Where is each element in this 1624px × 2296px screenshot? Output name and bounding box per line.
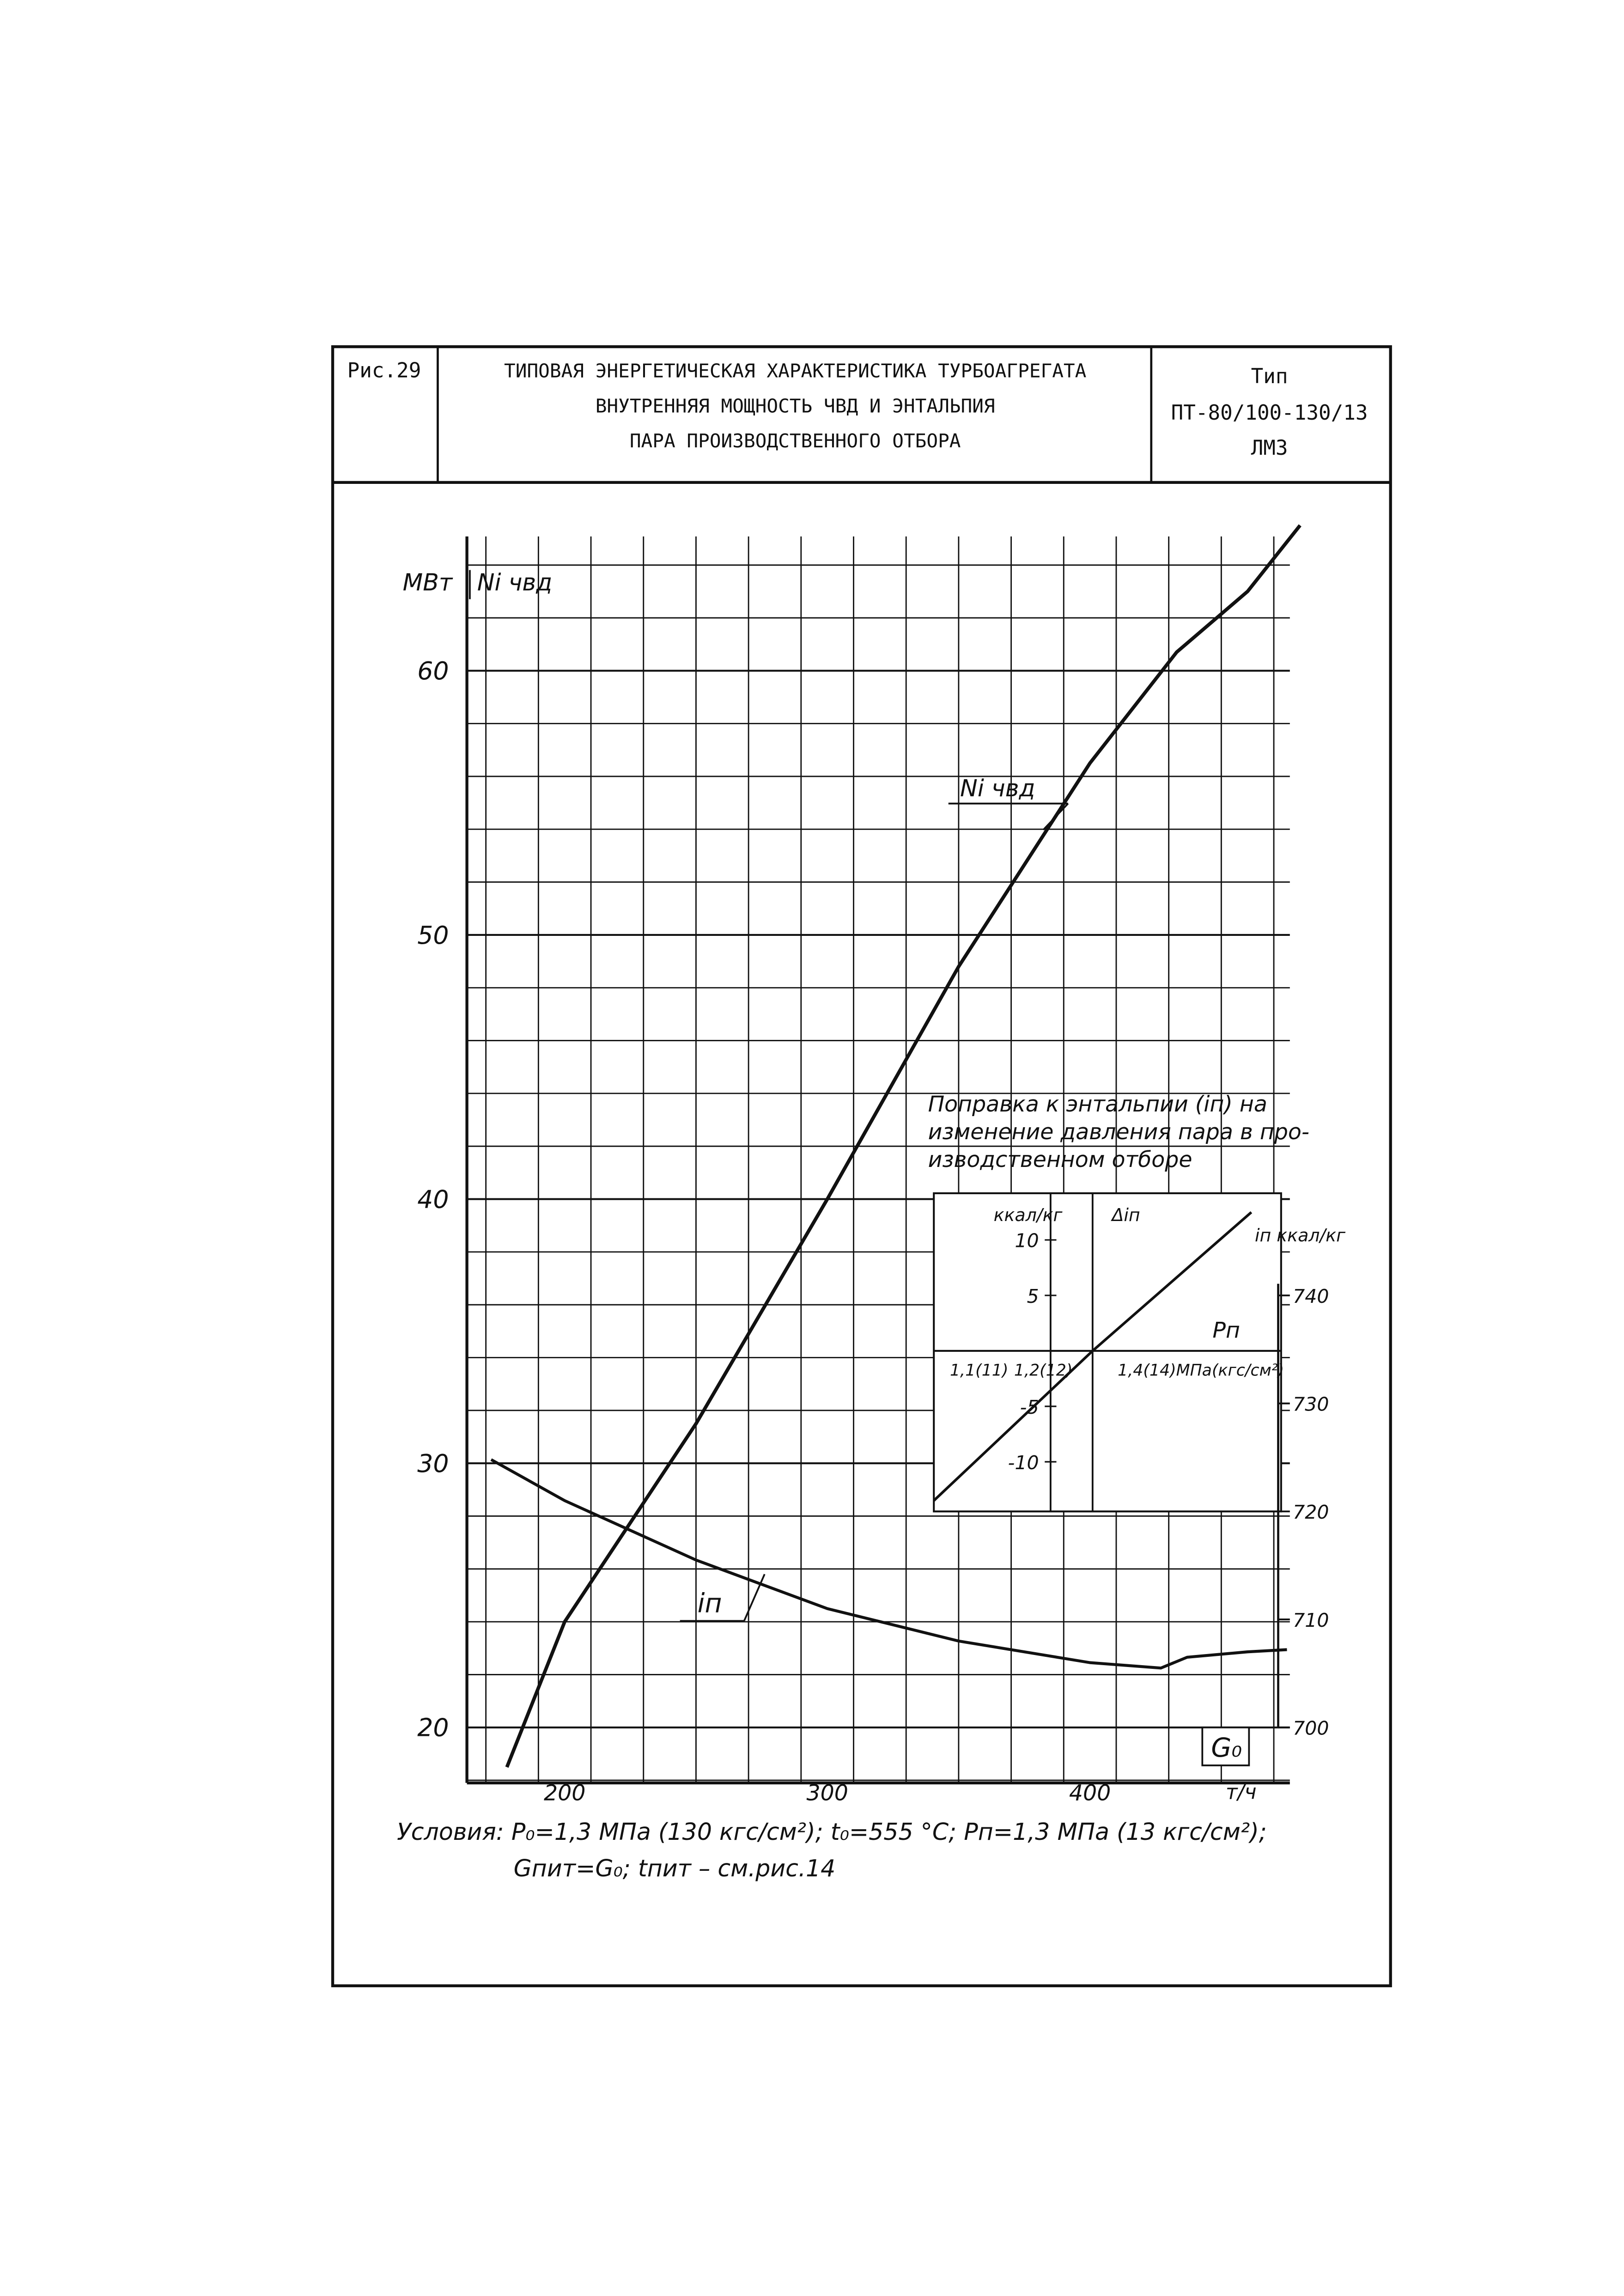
header-title [504, 360, 1086, 452]
header-title-line-1: ТИПОВАЯ ЭНЕРГЕТИЧЕСКАЯ ХАРАКТЕРИСТИКА ТУРБОАГРЕГАТА [504, 360, 1087, 382]
figure-number: Рис.29 [347, 359, 421, 383]
inset-x-tick-1: 1,1(11) [949, 1361, 1009, 1380]
left-axis-symbol: Ni чвд [477, 568, 553, 596]
inset-title [928, 1092, 1309, 1172]
inset-x-tick-2: 1,2(12) [1014, 1361, 1073, 1380]
inset-mask [934, 1193, 1281, 1511]
right-axis-tick-label: 720 [1293, 1501, 1329, 1524]
inset-y-tick-label: 10 [1015, 1229, 1039, 1252]
y-tick-label: 30 [417, 1449, 449, 1478]
type-line-3: ЛМЗ [1251, 436, 1288, 460]
inset-title-line-3: изводственном отборе [928, 1147, 1192, 1173]
y-tick-label: 40 [417, 1185, 449, 1214]
y-tick-label: 20 [417, 1713, 449, 1742]
right-axis-tick-label: 740 [1293, 1285, 1329, 1307]
x-tick-label: 400 [1069, 1780, 1111, 1806]
y-tick-label: 60 [417, 656, 449, 686]
x-tick-label: 200 [543, 1780, 586, 1806]
inset-y-unit: ккал/кг [993, 1204, 1063, 1225]
right-axis-tick-label: 710 [1293, 1609, 1329, 1631]
inset-p-symbol: Pп [1212, 1318, 1240, 1343]
inset-y-symbol: Δiп [1112, 1204, 1140, 1225]
inset-y-tick-label: -5 [1020, 1396, 1039, 1418]
in-curve-label-text: iп [697, 1588, 722, 1619]
right-axis [1278, 1284, 1329, 1740]
conditions-line-2: Gпит=G₀; tпит – см.рис.14 [513, 1854, 836, 1882]
inset-y-tick-label: -10 [1008, 1451, 1039, 1474]
y-tick-label: 50 [417, 920, 449, 950]
inset-y-tick-label: 5 [1027, 1285, 1039, 1307]
x-tick-label: 300 [806, 1780, 848, 1806]
left-axis-unit: МВт [402, 568, 453, 596]
right-axis-label: iп ккал/кг [1254, 1225, 1346, 1246]
inset-title-line-2: изменение давления пара в про- [928, 1119, 1309, 1145]
header-type-block [1171, 365, 1368, 460]
conditions-line-1: Условия: P₀=1,3 МПа (130 кгс/см²); t₀=555 °С; Pп=1,3 МПа (13 кгс/см²); [397, 1818, 1267, 1845]
main-chart [403, 525, 1346, 1806]
right-axis-tick-label: 730 [1293, 1393, 1329, 1416]
inset-x-tick-3: 1,4(14)МПа(кгс/см²) [1118, 1361, 1284, 1380]
type-line-2: ПТ-80/100-130/13 [1171, 401, 1368, 425]
header-title-line-3: ПАРА ПРОИЗВОДСТВЕННОГО ОТБОРА [629, 430, 961, 452]
ni-curve-label [949, 775, 1068, 830]
type-line-1: Тип [1251, 365, 1288, 389]
header-title-line-2: ВНУТРЕННЯЯ МОЩНОСТЬ ЧВД И ЭНТАЛЬПИЯ [595, 395, 995, 417]
ni-curve-label-text: Ni чвд [960, 774, 1035, 802]
inset-title-line-1: Поправка к энтальпии (iп) на [928, 1092, 1267, 1117]
right-axis-tick-label: 700 [1293, 1717, 1329, 1740]
x-axis-unit: т/ч [1225, 1780, 1257, 1804]
x-axis-symbol: G₀ [1211, 1732, 1242, 1763]
inset-correction-chart [934, 1193, 1284, 1511]
